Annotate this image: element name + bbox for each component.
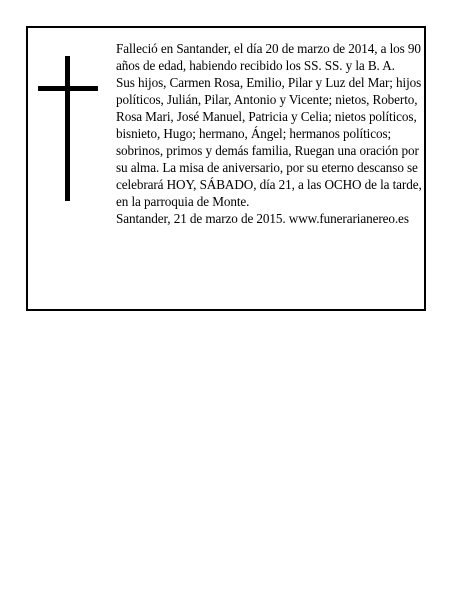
family-and-mass-details: Sus hijos, Carmen Rosa, Emilio, Pilar y Luz del Mar; hijos políticos, Julián, Pilar, Antonio y Vicente; nietos, Roberto, Rosa Mari, José Manuel, Patricia y Celia; nietos políticos, bisnieto, Hugo; hermano, Ángel; hermanos políticos; sobrinos, primos y demás familia, Ruegan una oración por su alma. La misa de aniversario, por su eterno descanso se celebrará HOY, SÁBADO, día 21, a las OCHO de la tarde, en la parroquia de Monte.: [116, 75, 422, 209]
place-date-and-website: Santander, 21 de marzo de 2015. www.funerarianereo.es: [116, 211, 409, 226]
notice-text: [116, 40, 422, 227]
death-announcement: Falleció en Santander, el día 20 de marzo de 2014, a los 90 años de edad, habiendo recibido los SS. SS. y la B. A.: [116, 41, 421, 73]
cross-horizontal-bar: [38, 86, 98, 91]
obituary-notice: [26, 26, 426, 311]
cross-icon: [38, 56, 98, 201]
cross-vertical-bar: [65, 56, 70, 201]
